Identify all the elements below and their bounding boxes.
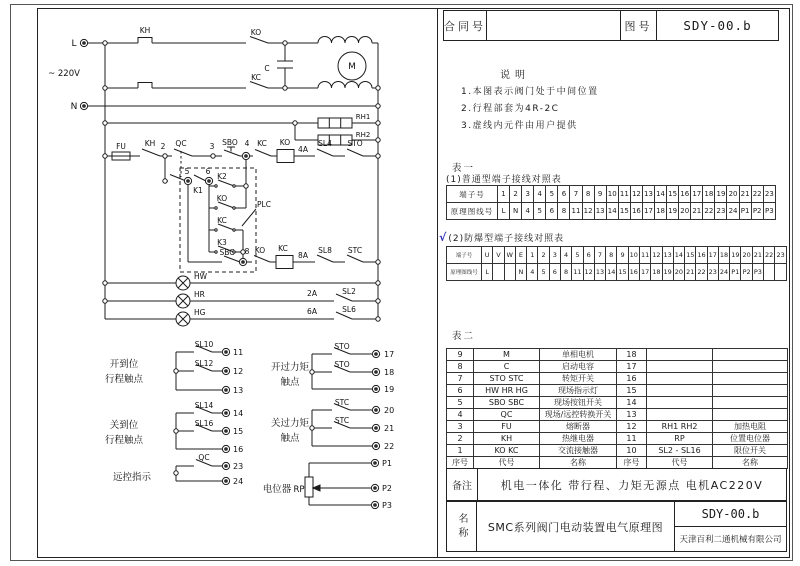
component-cell (647, 409, 713, 421)
wire-number-cell: N (515, 264, 526, 281)
terminal-number-cell: 6 (558, 186, 570, 203)
schematic-label: 关到位 (109, 420, 139, 431)
components-caption: 表二 (452, 331, 476, 342)
component-cell: 转矩开关 (540, 373, 617, 385)
schematic-label: 15 (233, 427, 244, 436)
wire-number-cell: 5 (538, 264, 549, 281)
schematic-label: 6A (307, 307, 317, 316)
wire-number-cell: 17 (642, 203, 654, 220)
component-cell: RP (647, 433, 713, 445)
notes-title: 说明 (500, 70, 530, 81)
schematic-label: KC (257, 139, 267, 148)
schematic-label: SL6 (342, 305, 356, 314)
component-cell: HW HR HG (474, 385, 540, 397)
titleblock-right (675, 502, 786, 551)
schematic-label: ~ 220V (48, 69, 80, 79)
company-name: 天津百利二通机械有限公司 (679, 535, 782, 545)
terminal-number-cell: 2 (510, 186, 522, 203)
component-cell: KO KC (474, 445, 540, 457)
schematic-panel-divider (437, 8, 438, 557)
component-cell: QC (474, 409, 540, 421)
schematic-label: 2 (160, 142, 166, 151)
potentiometer-wiper-arrow (313, 485, 320, 491)
schematic-label: 21 (384, 424, 395, 433)
component-cell: 5 (447, 397, 474, 409)
schematic-label: 20 (384, 406, 395, 415)
terminal-number-cell: 5 (546, 186, 558, 203)
component-cell: 加热电阻 (713, 421, 788, 433)
component-cell: 现场指示灯 (540, 385, 617, 397)
component-cell: 9 (447, 349, 474, 361)
schematic-label: PLC (257, 200, 271, 209)
component-cell: 7 (447, 373, 474, 385)
component-row (447, 421, 788, 433)
wire-number-cell: L (498, 203, 510, 220)
component-cell (713, 373, 788, 385)
titleblock-drawing-no: SDY-00.b (675, 502, 786, 527)
schematic-label: HR (194, 290, 205, 299)
schematic-label: 18 (384, 368, 395, 377)
terminal-number-cell: 23 (763, 186, 775, 203)
wire-number-cell: 6 (546, 203, 558, 220)
wire-number-cell (493, 264, 504, 281)
schematic-label: SL10 (194, 340, 214, 349)
schematic-label: 行程触点 (104, 374, 144, 385)
component-cell: 18 (617, 349, 647, 361)
component-cell: 1 (447, 445, 474, 457)
terminal-number-cell: 23 (775, 247, 787, 264)
ko-coil-symbol (277, 150, 294, 163)
component-cell (647, 349, 713, 361)
schematic-label: 14 (233, 409, 244, 418)
component-row (447, 361, 788, 373)
wire-number-cell: 18 (655, 203, 667, 220)
component-cell: SL2 - SL16 (647, 445, 713, 457)
terminal-number-cell: 11 (618, 186, 630, 203)
terminal-number-cell: 16 (679, 186, 691, 203)
schematic-label: FU (116, 142, 126, 151)
component-row (447, 445, 788, 457)
component-cell: 单相电机 (540, 349, 617, 361)
terminal-number-cell: 1 (498, 186, 510, 203)
remark-row (446, 468, 787, 501)
schematic-label: 触点 (280, 433, 300, 444)
heater-rh1-symbol (318, 118, 352, 128)
component-cell: C (474, 361, 540, 373)
wire-number-cell: 20 (673, 264, 684, 281)
wire-number-cell: 8 (560, 264, 571, 281)
component-cell: 11 (617, 433, 647, 445)
wire-number-cell: P1 (730, 264, 741, 281)
schematic-label: STO (347, 139, 363, 148)
wire-number-cell: 17 (639, 264, 650, 281)
kc-coil-symbol (276, 256, 293, 269)
lamp-hr-symbol (176, 294, 190, 308)
component-cell (647, 361, 713, 373)
lamp-hw-symbol (176, 276, 190, 290)
wire-number-cell: 16 (628, 264, 639, 281)
component-cell: 现场/远控转换开关 (540, 409, 617, 421)
schematic-label: STO (334, 360, 350, 369)
motor-winding-top (318, 37, 372, 43)
wire-number-cell: 23 (715, 203, 727, 220)
terminal-number-cell: 16 (696, 247, 707, 264)
row-label: 原理图线号 (447, 264, 482, 281)
titleblock-label: 名称 (447, 502, 477, 551)
table1-caption: 表一 (452, 163, 476, 174)
wire-number-cell: P3 (752, 264, 763, 281)
row-label: 端子号 (447, 186, 498, 203)
component-cell: 17 (617, 361, 647, 373)
terminal-number-cell: 2 (538, 247, 549, 264)
schematic-label: 8A (298, 251, 308, 260)
terminal-number-cell: 10 (628, 247, 639, 264)
schematic-label: P2 (382, 484, 392, 493)
wire-number-cell: 21 (691, 203, 703, 220)
table2-subtitle-text: (2)防爆型端子接线对照表 (448, 234, 565, 244)
component-cell: FU (474, 421, 540, 433)
terminal-number-cell: 20 (727, 186, 739, 203)
terminal-table-ordinary (446, 185, 776, 220)
wire-number-cell: 8 (558, 203, 570, 220)
contract-no-label: 合同号 (443, 10, 487, 41)
terminal-number-cell: 12 (630, 186, 642, 203)
schematic-label: 3 (209, 142, 215, 151)
schematic-label: 16 (233, 445, 244, 454)
component-cell (647, 397, 713, 409)
schematic-label: M (348, 62, 356, 72)
component-cell (713, 361, 788, 373)
contract-no-value (487, 10, 621, 41)
terminal-number-cell: 10 (606, 186, 618, 203)
terminal-number-cell: 13 (662, 247, 673, 264)
schematic-label: STC (347, 246, 363, 255)
lamp-hg-symbol (176, 312, 190, 326)
schematic-label: 11 (233, 348, 244, 357)
schematic-label: 19 (384, 385, 395, 394)
schematic-label: RH2 (355, 131, 371, 139)
terminal-number-cell: 22 (751, 186, 763, 203)
wire-number-cell: 6 (549, 264, 560, 281)
component-cell: 熔断器 (540, 421, 617, 433)
schematic-label: 4A (298, 145, 308, 154)
component-cell (647, 373, 713, 385)
schematic-label: SL4 (318, 139, 332, 148)
schematic-label: 行程触点 (104, 435, 144, 446)
schematic-label: 2A (307, 289, 317, 298)
terminal-number-cell: U (482, 247, 493, 264)
schematic-label: 5 (184, 167, 190, 176)
terminal-number-cell: 17 (707, 247, 718, 264)
remark-text: 机电一体化 带行程、力矩无源点 电机AC220V (500, 478, 764, 492)
component-cell: M (474, 349, 540, 361)
schematic-label: 13 (233, 386, 244, 395)
schematic-label: 远控指示 (112, 472, 152, 483)
component-row (447, 349, 788, 361)
wire-number-cell: 13 (594, 203, 606, 220)
terminal-number-cell: 15 (685, 247, 696, 264)
wire-number-cell: 16 (630, 203, 642, 220)
wire-number-cell: 12 (582, 203, 594, 220)
schematic-label: STO (334, 342, 350, 351)
terminal-number-cell: 7 (594, 247, 605, 264)
remark-label: 备注 (447, 469, 478, 500)
terminal-number-cell: 17 (691, 186, 703, 203)
wire-number-cell: L (482, 264, 493, 281)
wire-number-cell: 23 (707, 264, 718, 281)
schematic-label: 关过力矩 (270, 418, 310, 429)
schematic-label: 23 (233, 462, 244, 471)
component-row (447, 409, 788, 421)
terminal-number-cell: 22 (764, 247, 775, 264)
component-cell: 3 (447, 421, 474, 433)
schematic-label: RP (293, 485, 305, 495)
schematic-label: KC (278, 244, 288, 253)
terminal-number-cell: 14 (673, 247, 684, 264)
schematic-label: 开过力矩 (270, 362, 310, 373)
schematic-label: L (71, 39, 77, 49)
terminal-number-cell: 12 (651, 247, 662, 264)
component-cell: 10 (617, 445, 647, 457)
schematic-label: 8 (244, 247, 250, 256)
wire-number-cell: 11 (570, 203, 582, 220)
motor-winding-bottom (318, 82, 372, 89)
component-cell: 4 (447, 409, 474, 421)
schematic-label: 触点 (280, 377, 300, 388)
schematic-label: 电位器 (262, 484, 292, 495)
schematic-labels (48, 26, 394, 510)
wire-number-cell: 12 (583, 264, 594, 281)
schematic-label: 22 (384, 442, 395, 451)
component-cell: 15 (617, 385, 647, 397)
terminal-number-cell: 7 (570, 186, 582, 203)
wire-number-cell: 4 (522, 203, 534, 220)
schematic-label: K2 (217, 172, 227, 181)
note-item: 2.行程部套为4R-2C (461, 104, 560, 114)
wire-number-cell (775, 264, 787, 281)
wire-number-cell (764, 264, 775, 281)
schematic-label: SL16 (194, 419, 214, 428)
wire-number-cell: 24 (718, 264, 729, 281)
wire-number-cell: N (510, 203, 522, 220)
component-cell: 2 (447, 433, 474, 445)
terminal-number-cell: 15 (667, 186, 679, 203)
terminal-number-cell: 18 (703, 186, 715, 203)
component-cell: 现场按钮开关 (540, 397, 617, 409)
schematic-label: KO (216, 194, 228, 203)
component-row (447, 433, 788, 445)
component-cell: KH (474, 433, 540, 445)
schematic-label: N (70, 102, 78, 112)
terminal-number-cell: E (515, 247, 526, 264)
component-cell (713, 409, 788, 421)
component-cell: 位置电位器 (713, 433, 788, 445)
wire-number-cell: 19 (667, 203, 679, 220)
schematic-label: KO (279, 138, 291, 147)
wire-number-cell: 18 (651, 264, 662, 281)
component-row (447, 385, 788, 397)
wire-number-cell: 22 (696, 264, 707, 281)
component-cell: 名称 (540, 457, 617, 469)
wire-number-cell: 14 (606, 203, 618, 220)
component-cell: 代号 (474, 457, 540, 469)
schematic-label: 17 (384, 350, 395, 359)
terminal-number-cell: 21 (739, 186, 751, 203)
terminal-number-cell: 3 (549, 247, 560, 264)
schematic-label: KO (250, 28, 262, 37)
component-cell: 代号 (647, 457, 713, 469)
notes-list (461, 84, 599, 135)
component-cell (713, 349, 788, 361)
schematic-label: QC (198, 453, 210, 462)
wire-number-cell (504, 264, 515, 281)
component-list-table (446, 348, 788, 469)
wire-number-cell: 24 (727, 203, 739, 220)
note-item: 1.本图表示阀门处于中间位置 (461, 87, 599, 97)
component-cell: 14 (617, 397, 647, 409)
terminal-number-cell: W (504, 247, 515, 264)
schematic-label: STC (334, 416, 350, 425)
terminal-table-explosionproof (446, 246, 787, 281)
terminal-number-cell: 5 (572, 247, 583, 264)
schematic-label: 12 (233, 367, 244, 376)
drawing-name: SMC系列阀门电动装置电气原理图 (477, 502, 675, 551)
component-cell: 6 (447, 385, 474, 397)
schematic-label: KH (144, 139, 156, 148)
schematic-label: KC (251, 73, 261, 82)
component-cell: STO STC (474, 373, 540, 385)
schematic-label: 6 (205, 167, 211, 176)
component-cell: 13 (617, 409, 647, 421)
schematic-label: 开到位 (109, 359, 139, 370)
schematic-label: STC (334, 398, 350, 407)
schematic-label: HW (194, 272, 208, 281)
wire-number-cell: 19 (662, 264, 673, 281)
schematic-label: SL14 (194, 401, 214, 410)
wire-number-cell: P2 (741, 264, 752, 281)
wire-number-cell: 5 (534, 203, 546, 220)
terminal-number-cell: 9 (594, 186, 606, 203)
terminal-number-cell: 11 (639, 247, 650, 264)
component-cell: 交流接触器 (540, 445, 617, 457)
component-cell (713, 397, 788, 409)
terminal-number-cell: 20 (741, 247, 752, 264)
table1-subtitle: (1)普通型端子接线对照表 (446, 175, 562, 185)
schematic-label: KO (254, 246, 266, 255)
terminal-number-cell: 6 (583, 247, 594, 264)
component-cell: RH1 RH2 (647, 421, 713, 433)
wire-number-cell: 13 (594, 264, 605, 281)
blue-checkmark: √ (439, 231, 448, 244)
schematic-label: C (264, 64, 270, 73)
terminal-number-cell: 9 (617, 247, 628, 264)
schematic-label: SBC (219, 248, 235, 257)
schematic-label: 4 (244, 139, 250, 148)
terminal-number-cell: 4 (534, 186, 546, 203)
terminal-number-cell: 1 (527, 247, 538, 264)
row-label: 原理图线号 (447, 203, 498, 220)
schematic-label: K1 (193, 186, 203, 195)
schematic-label: SL2 (342, 287, 356, 296)
terminal-number-cell: 8 (582, 186, 594, 203)
schematic-label: P1 (382, 459, 392, 468)
component-cell: 启动电容 (540, 361, 617, 373)
terminal-number-cell: 8 (606, 247, 617, 264)
terminal-number-cell: V (493, 247, 504, 264)
terminal-number-cell: 3 (522, 186, 534, 203)
terminal-number-cell: 19 (715, 186, 727, 203)
schematic-label: P3 (382, 501, 392, 510)
drawing-no-label: 图号 (621, 10, 657, 41)
wire-number-cell: 21 (685, 264, 696, 281)
schematic-label: HG (194, 308, 206, 317)
schematic-label: K3 (217, 238, 227, 247)
component-cell: 序号 (447, 457, 474, 469)
wire-number-cell: 11 (572, 264, 583, 281)
wire-number-cell: 14 (606, 264, 617, 281)
component-row (447, 373, 788, 385)
schematic-label: SBO (222, 138, 238, 147)
schematic-label: RH1 (355, 113, 371, 121)
component-cell (647, 385, 713, 397)
schematic-label: 24 (233, 477, 244, 486)
terminal-number-cell: 4 (560, 247, 571, 264)
table2-subtitle (439, 231, 564, 244)
potentiometer-symbol (305, 477, 313, 497)
component-cell: 限位开关 (713, 445, 788, 457)
component-cell: 12 (617, 421, 647, 433)
component-cell: 8 (447, 361, 474, 373)
schematic-label: KC (217, 216, 227, 225)
schematic-label: SL8 (318, 246, 332, 255)
title-block (446, 501, 787, 552)
component-cell: 序号 (617, 457, 647, 469)
drawing-header-strip (443, 10, 779, 41)
row-label: 端子号 (447, 247, 482, 264)
wire-number-cell: 22 (703, 203, 715, 220)
wire-number-cell: P3 (763, 203, 775, 220)
terminal-number-cell: 13 (642, 186, 654, 203)
terminal-number-cell: 21 (752, 247, 763, 264)
note-item: 3.虚线内元件由用户提供 (461, 121, 578, 131)
wire-number-cell: P1 (739, 203, 751, 220)
terminal-number-cell: 19 (730, 247, 741, 264)
component-row (447, 397, 788, 409)
component-cell: 热继电器 (540, 433, 617, 445)
component-header-row (447, 457, 788, 469)
component-cell: SBO SBC (474, 397, 540, 409)
schematic-label: SL12 (194, 359, 214, 368)
schematic-label: KH (139, 26, 151, 35)
component-cell: 16 (617, 373, 647, 385)
wire-number-cell: 15 (617, 264, 628, 281)
component-cell (713, 385, 788, 397)
component-cell: 名称 (713, 457, 788, 469)
wire-number-cell: 4 (527, 264, 538, 281)
terminal-number-cell: 18 (718, 247, 729, 264)
wire-number-cell: 20 (679, 203, 691, 220)
terminal-number-cell: 14 (655, 186, 667, 203)
wire-number-cell: 15 (618, 203, 630, 220)
wire-number-cell: P2 (751, 203, 763, 220)
drawing-no-value: SDY-00.b (657, 10, 779, 41)
schematic-label: QC (175, 139, 187, 148)
